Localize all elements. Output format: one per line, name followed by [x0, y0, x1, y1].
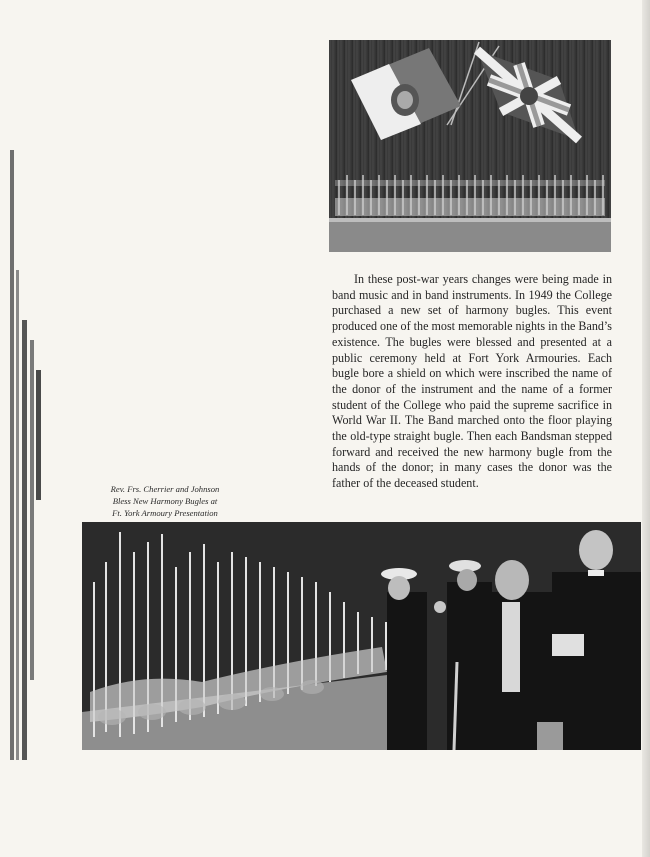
page-edge: [642, 0, 650, 857]
article-text: [332, 272, 612, 492]
caption-line-1: Rev. Frs. Cherrier and Johnson: [110, 484, 220, 494]
binding-edge: [8, 150, 42, 760]
flags-and-bugles-photo: [329, 40, 611, 252]
blessing-ceremony-photo: [82, 522, 641, 750]
caption-line-3: Ft. York Armoury Presentation: [112, 507, 218, 518]
blessing-ceremony-image: [82, 522, 641, 750]
photo-caption: [84, 484, 246, 519]
caption-line-2: Bless New Harmony Bugles at: [112, 495, 218, 506]
body-paragraph: In these post-war years changes were being made in band music and in band instruments. In 1949 the College purchased a new set of harmony bugles. This event produced one of the most memorable nights in the Band’s existence. The bugles were blessed and presented at a public ceremony held at Fort York Armouries. Each bugle bore a shield on which were inscribed the name of the donor of the instrument and the name of a former student of the College who paid the supreme sacrifice in World War II. The Band marched onto the floor playing the old-type straight bugle. Then each Bandsman stepped forward and received the new harmony bugle from the hands of the donor; in many cases the donor was the father of the deceased student.: [332, 272, 612, 491]
flags-and-bugles-image: [329, 40, 611, 252]
